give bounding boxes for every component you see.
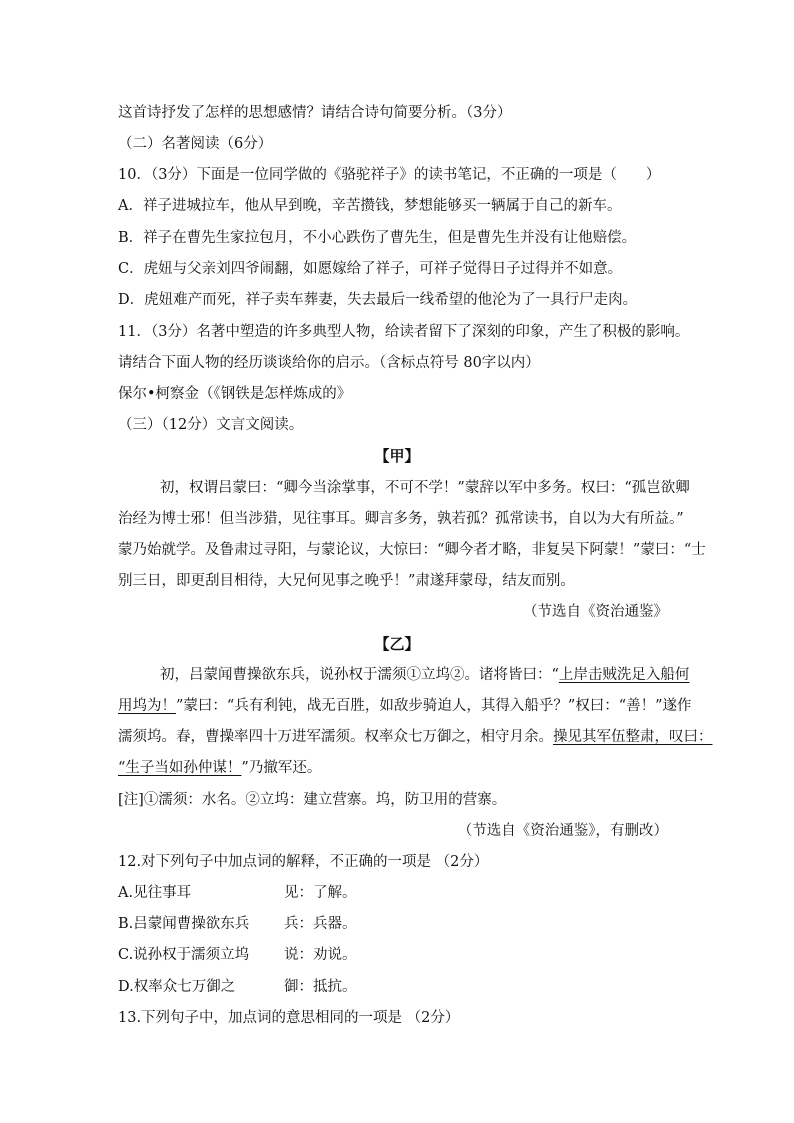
option-sentence: A.见往事耳 [118, 885, 192, 901]
option-gloss: 说：劝说。 [284, 947, 357, 963]
q11-line2: 请结合下面人物的经历谈谈给你的启示。（含标点符号 80字以内） [118, 355, 540, 371]
q10-option-b: B．祥子在曹先生家拉包月，不小心跌伤了曹先生，但是曹先生并没有让他赔偿。 [118, 230, 637, 246]
passage-yi-line-2 [118, 696, 692, 716]
passage-jia-source: （节选自《资治通鉴》 [523, 604, 668, 620]
passage-jia-heading: 【甲】 [374, 447, 420, 465]
q13-stem: 13.下列句子中，加点词的意思相同的一项是 （2分） [118, 1010, 460, 1026]
q12-stem: 12.对下列句子中加点词的解释，不正确的一项是 （2分） [118, 854, 489, 870]
passage-yi-source: （节选自《资治通鉴》，有删改） [457, 823, 668, 839]
q10-option-c: C．虎妞与父亲刘四爷闹翻，如愿嫁给了祥子，可祥子觉得日子过得并不如意。 [118, 261, 623, 277]
q9-prompt: 这首诗抒发了怎样的思想感情？请结合诗句简要分析。（3分） [118, 105, 512, 121]
q10-option-d: D．虎妞难产而死，祥子卖车葬妻，失去最后一线希望的他沦为了一具行尸走肉。 [118, 292, 638, 308]
underlined-sentence: “生子当如孙仲谋！ [118, 760, 242, 776]
option-gloss: 兵：兵器。 [284, 916, 357, 932]
section2-title: （二）名著阅读（6分） [118, 136, 273, 152]
passage-yi-line-1 [160, 665, 689, 685]
option-sentence: B.吕蒙闻曹操欲东兵 [118, 916, 250, 932]
q12-option-b [118, 914, 357, 934]
passage-yi-text: 濡须坞。春，曹操率四十万进军濡须。权率众七万御之，相守月余。 [118, 729, 553, 745]
passage-jia-line-2: 治经为博士邪！但当涉猎，见往事耳。卿言多务，孰若孤？孤常读书，自以为大有所益。” [118, 511, 684, 527]
underlined-sentence: 用坞为！ [118, 698, 176, 714]
passage-jia-line-4: 别三日，即更刮目相待，大兄何见事之晚乎！”肃遂拜蒙母，结友而别。 [118, 573, 575, 589]
option-sentence: D.权率众七万御之 [118, 979, 236, 995]
q12-option-d [118, 977, 357, 997]
q10-stem: 10．（3分）下面是一位同学做的《骆驼祥子》的读书笔记，不正确的一项是（ ） [118, 167, 661, 183]
passage-yi-text: ”乃撤军还。 [241, 760, 322, 776]
underlined-sentence: 操见其军伍整肃，叹曰： [553, 729, 713, 745]
option-sentence: C.说孙权于濡须立坞 [118, 947, 250, 963]
q11-character: 保尔•柯察金（《钢铁是怎样炼成的》 [118, 386, 352, 402]
section3-title: （三）（12分）文言文阅读。 [118, 417, 304, 433]
option-gloss: 见：了解。 [284, 885, 357, 901]
q12-option-c [118, 945, 357, 965]
passage-yi-line-3 [118, 727, 713, 747]
q11-line1: 11．（3分）名著中塑造的许多典型人物，给读者留下了深刻的印象，产生了积极的影响。 [118, 324, 690, 340]
passage-yi-heading: 【乙】 [374, 635, 420, 653]
passage-jia-line-3: 蒙乃始就学。及鲁肃过寻阳，与蒙论议，大惊曰：“卿今者才略，非复吴下阿蒙！”蒙曰：“士 [118, 542, 706, 558]
option-gloss: 御：抵抗。 [284, 979, 357, 995]
underlined-sentence: 上岸击贼洗足入船何 [558, 667, 690, 683]
q10-option-a: A．祥子进城拉车，他从早到晚，辛苦攒钱，梦想能够买一辆属于自己的新车。 [118, 198, 622, 214]
passage-jia-line-1: 初，权谓吕蒙曰：“卿今当涂掌事，不可不学！”蒙辞以军中多务。权曰：“孤岂欲卿 [160, 480, 690, 496]
passage-yi-line-4 [118, 758, 321, 778]
passage-yi-text: ”蒙曰：“兵有利钝，战无百胜，如敌步骑迫人，其得入船乎？”权曰：“善！”遂作 [176, 698, 692, 714]
q12-option-a [118, 883, 357, 903]
passage-yi-text: 初，吕蒙闻曹操欲东兵，说孙权于濡须①立坞②。诸将皆曰：“ [160, 667, 559, 683]
passage-yi-note: [注]①濡须：水名。②立坞：建立营寨。坞，防卫用的营寨。 [118, 792, 507, 808]
